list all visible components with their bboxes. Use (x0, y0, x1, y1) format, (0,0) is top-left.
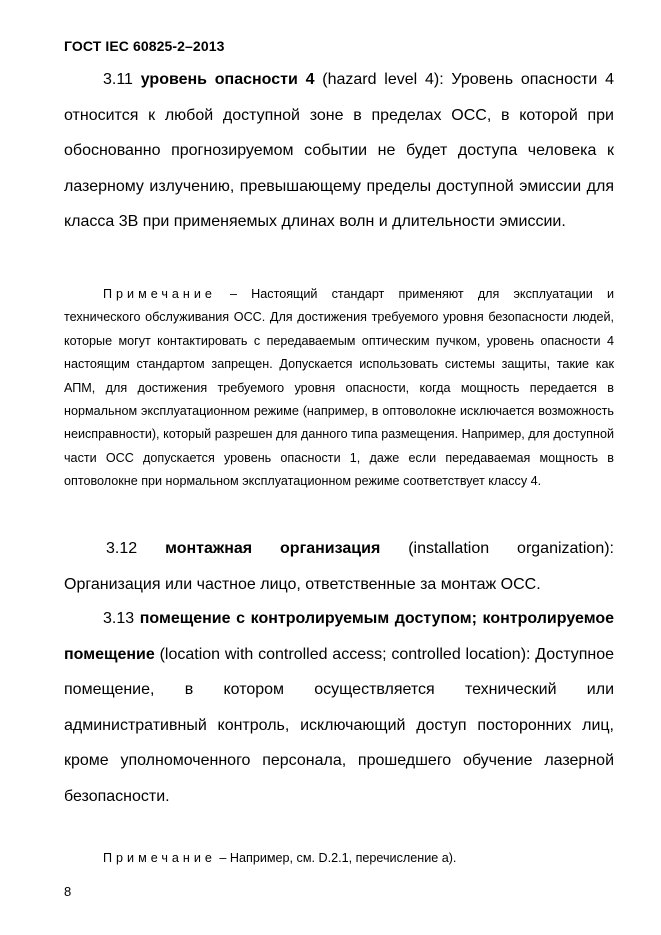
note-text: – Например, см. D.2.1, перечисление а). (215, 851, 457, 865)
section-number: 3.13 (103, 610, 135, 627)
note-label: Примечание (103, 851, 216, 865)
section-term: уровень опасности 4 (140, 71, 315, 88)
section-3-13 (64, 601, 614, 815)
section-text: (location with controlled access; controlled location): Доступное помещение, в котором осуществляется технический или административный контроль, исключающий доступ посторонних лиц, кроме уполномоченного персонала, прошедшего обучение лазерной безопасности. (64, 645, 614, 805)
section-3-12 (64, 531, 614, 602)
section-number: 3.12 (106, 540, 138, 557)
section-term: монтажная организация (165, 540, 381, 557)
note-label: Примечание (103, 287, 216, 301)
note-1 (64, 283, 614, 494)
section-3-11 (64, 62, 614, 240)
page-number: 8 (64, 884, 72, 899)
note-text: – Настоящий стандарт применяют для эксплуатации и технического обслуживания ОСС. Для достижения требуемого уровня безопасности людей, которые могут контактировать с передаваемым оптическим пучком, уровень опасности 4 настоящим стандартом запрещен. Допускается использовать системы защиты, такие как АПМ, для достижения требуемого уровня опасности, когда мощность передается в нормальном эксплуатационном режиме (например, в оптоволокне исключается возможность неисправности), который разрешен для данного типа размещения. Например, для доступной части ОСС допускается уровень опасности 1, даже если передаваемая мощность в оптоволокне при нормальном эксплуатационном режиме соответствует классу 4. (64, 287, 614, 489)
section-text: (hazard level 4): Уровень опасности 4 относится к любой доступной зоне в пределах ОСС, в которой при обоснованно прогнозируемом событии не будет доступа человека к лазерному излучению, превышающему пределы доступной эмиссии для класса 3В при применяемых длинах волн и длительности эмиссии. (64, 71, 614, 231)
note-2 (64, 847, 614, 870)
section-term: помещение с контролируемым доступом; контролируемое помещение (64, 610, 614, 663)
section-number: 3.11 (103, 71, 133, 88)
section-text: (installation organization): Организация или частное лицо, ответственные за монтаж ОСС. (64, 540, 614, 593)
document-header: ГОСТ IEC 60825-2–2013 (64, 38, 225, 54)
